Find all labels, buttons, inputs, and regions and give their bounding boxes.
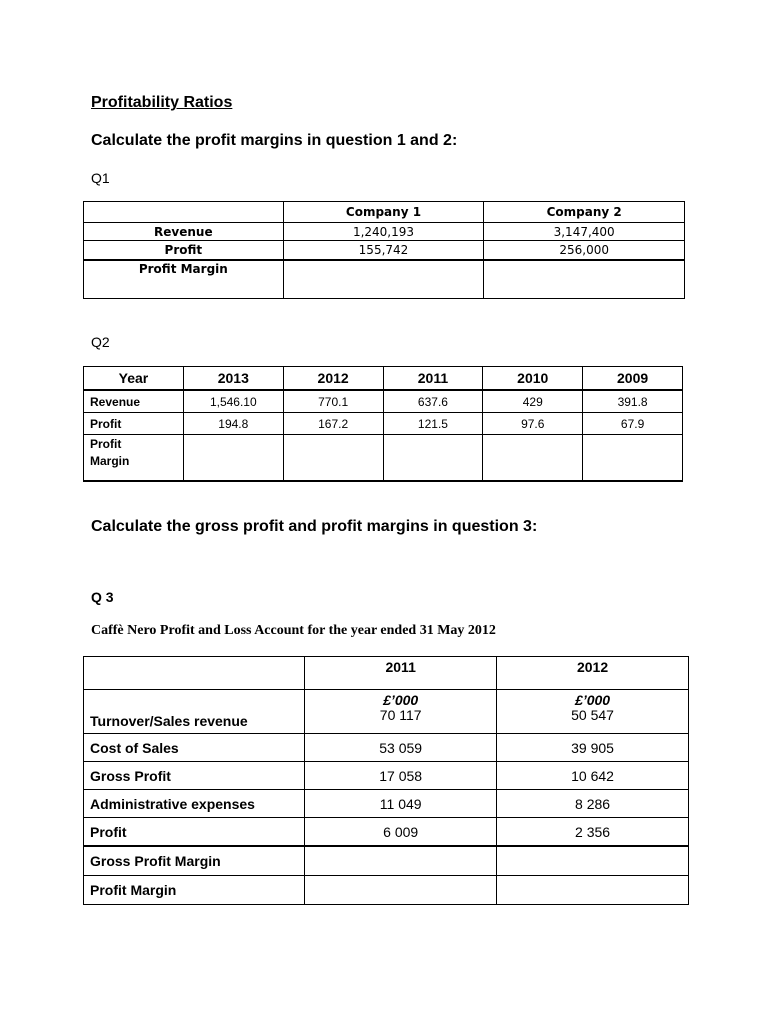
row-label-turnover: Turnover/Sales revenue [84,690,305,734]
column-header-2010: 2010 [483,367,583,391]
q2-label: Q2 [91,334,110,350]
table-row [84,690,689,734]
table-row [84,435,683,482]
row-label-profit: Profit [84,818,305,847]
q3-caption: Caffè Nero Profit and Loss Account for the year ended 31 May 2012 [91,623,496,638]
heading-q1-q2: Calculate the profit margins in question 1 and 2: [91,132,458,149]
table-cell: 155,742 [283,241,484,261]
answer-cell[interactable] [283,260,484,299]
table-row [84,367,683,391]
answer-cell[interactable] [483,435,583,482]
answer-cell[interactable] [497,846,689,876]
table-cell: 17 058 [305,762,497,790]
table-row [84,876,689,905]
column-header-2011: 2011 [305,657,497,690]
table-cell [305,690,497,734]
column-header-company-1: Company 1 [283,202,484,223]
table-cell: 167.2 [283,413,383,435]
table-row [84,846,689,876]
column-header-2011: 2011 [383,367,483,391]
q3-table [83,656,689,905]
row-label-profit: Profit [84,413,184,435]
unit-label: £’000 [383,692,419,708]
q1-label: Q1 [91,170,110,186]
table-cell [84,202,284,223]
q3-label: Q 3 [91,589,114,605]
table-cell: 6 009 [305,818,497,847]
column-header-2009: 2009 [583,367,683,391]
column-header-year: Year [84,367,184,391]
answer-cell[interactable] [383,435,483,482]
table-cell: 11 049 [305,790,497,818]
row-label-line: Profit [90,437,122,451]
table-cell: 194.8 [183,413,283,435]
column-header-2013: 2013 [183,367,283,391]
q1-table [83,201,685,299]
column-header-2012: 2012 [283,367,383,391]
table-cell: 10 642 [497,762,689,790]
column-header-company-2: Company 2 [484,202,685,223]
table-cell: 8 286 [497,790,689,818]
row-label-profit-margin: Profit Margin [84,876,305,905]
answer-cell[interactable] [183,435,283,482]
table-row [84,202,685,223]
q2-table [83,366,683,482]
table-row [84,413,683,435]
row-label-revenue: Revenue [84,390,184,413]
table-row [84,734,689,762]
answer-cell[interactable] [305,846,497,876]
table-cell: 3,147,400 [484,223,685,241]
table-row [84,223,685,241]
table-row [84,762,689,790]
table-cell: 770.1 [283,390,383,413]
table-row [84,818,689,847]
column-header-2012: 2012 [497,657,689,690]
table-cell [84,657,305,690]
table-row [84,657,689,690]
answer-cell[interactable] [305,876,497,905]
table-cell: 1,546.10 [183,390,283,413]
table-cell: 1,240,193 [283,223,484,241]
page-title: Profitability Ratios [91,94,233,111]
row-label-admin-expenses: Administrative expenses [84,790,305,818]
heading-q3: Calculate the gross profit and profit margins in question 3: [91,518,538,535]
value: 50 547 [571,707,614,723]
row-label-line: Margin [90,454,130,468]
answer-cell[interactable] [497,876,689,905]
table-cell [497,690,689,734]
value: 70 117 [379,707,422,723]
table-cell: 391.8 [583,390,683,413]
row-label-profit-margin: Profit Margin [84,260,284,299]
table-cell: 97.6 [483,413,583,435]
table-cell: 637.6 [383,390,483,413]
row-label-profit: Profit [84,241,284,261]
table-cell: 429 [483,390,583,413]
answer-cell[interactable] [283,435,383,482]
row-label-cost-of-sales: Cost of Sales [84,734,305,762]
table-cell: 121.5 [383,413,483,435]
table-cell: 256,000 [484,241,685,261]
table-cell: 39 905 [497,734,689,762]
row-label-gross-profit: Gross Profit [84,762,305,790]
table-row [84,390,683,413]
unit-label: £’000 [575,692,611,708]
table-row [84,790,689,818]
table-cell: 53 059 [305,734,497,762]
table-cell: 67.9 [583,413,683,435]
table-row [84,260,685,299]
answer-cell[interactable] [583,435,683,482]
answer-cell[interactable] [484,260,685,299]
row-label-profit-margin [84,435,184,482]
table-cell: 2 356 [497,818,689,847]
table-row [84,241,685,261]
row-label-gross-profit-margin: Gross Profit Margin [84,846,305,876]
row-label-revenue: Revenue [84,223,284,241]
